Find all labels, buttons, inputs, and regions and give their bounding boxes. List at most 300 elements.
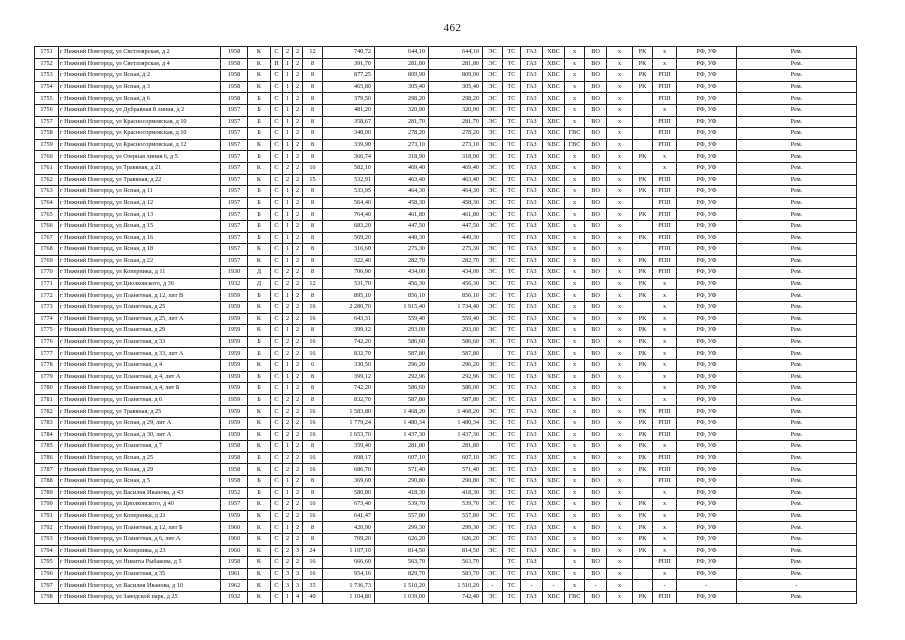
cell-repair-status: Рем. <box>737 452 857 464</box>
cell-chute: х <box>607 545 633 557</box>
cell-total-area: 832,70 <box>323 348 375 360</box>
cell-cold-water: ХВС <box>543 104 565 116</box>
cell-gas: ГАЗ <box>521 394 543 406</box>
cell-address: г Нижний Новгород, ул Василия Иванова, д 43 <box>59 487 221 499</box>
cell-row-number: 1769 <box>35 255 59 267</box>
cell-chute: х <box>607 47 633 59</box>
cell-gas: ГАЗ <box>521 383 543 395</box>
cell-hot-water: х <box>565 429 585 441</box>
cell-repair-status: Рем. <box>737 406 857 418</box>
cell-row-number: 1762 <box>35 174 59 186</box>
cell-wall-material: К <box>248 360 271 372</box>
cell-facade: - <box>677 580 737 592</box>
cell-floors-a: 1 <box>283 591 293 603</box>
cell-year-built: 1957 <box>221 499 248 511</box>
cell-living-area: 292,96 <box>375 371 429 383</box>
cell-wall-material: К <box>248 418 271 430</box>
cell-power: ЭС <box>483 93 503 105</box>
cell-total-area: 683,20 <box>323 220 375 232</box>
cell-total-area: 582,10 <box>323 162 375 174</box>
cell-floors-b: 2 <box>293 81 303 93</box>
cell-repair-status: Рем. <box>737 162 857 174</box>
cell-roof: РК <box>633 522 653 534</box>
cell-year-built: 1958 <box>221 475 248 487</box>
cell-total-area: 531,70 <box>323 278 375 290</box>
cell-elevator: РПП <box>653 255 677 267</box>
cell-heating: ТС <box>503 174 521 186</box>
cell-gas: ГАЗ <box>521 81 543 93</box>
cell-apartments: 8 <box>303 128 323 140</box>
cell-heating: ТС <box>503 360 521 372</box>
cell-power: ЭС <box>483 278 503 290</box>
cell-repair-status: Рем. <box>737 186 857 198</box>
cell-year-built: 1957 <box>221 186 248 198</box>
cell-cold-water: ХВС <box>543 93 565 105</box>
cell-sewerage: ВО <box>585 313 607 325</box>
cell-elevator: х <box>653 313 677 325</box>
cell-address: г Нижний Новгород, ул Ясная, д 18 <box>59 244 221 256</box>
cell-power: ЭС <box>483 383 503 395</box>
cell-chute: х <box>607 93 633 105</box>
cell-hot-water: х <box>565 452 585 464</box>
cell-heating: ТС <box>503 394 521 406</box>
cell-sewerage: ВО <box>585 475 607 487</box>
cell-repair-status: Рем. <box>737 441 857 453</box>
cell-year-built: 1958 <box>221 70 248 82</box>
cell-type: С <box>271 244 283 256</box>
cell-heating: ТС <box>503 487 521 499</box>
cell-floors-b: 2 <box>293 302 303 314</box>
cell-heating: ТС <box>503 209 521 221</box>
cell-repair-status: Рем. <box>737 499 857 511</box>
cell-chute: х <box>607 475 633 487</box>
cell-apartments: 16 <box>303 302 323 314</box>
cell-wall-material: К <box>248 533 271 545</box>
cell-apartments: 16 <box>303 418 323 430</box>
cell-year-built: 1957 <box>221 162 248 174</box>
cell-apartments: 8 <box>303 533 323 545</box>
cell-floors-b: 2 <box>293 162 303 174</box>
cell-facade: РФ, УФ <box>677 452 737 464</box>
cell-address: г Нижний Новгород, ул Планетная, д 25 <box>59 302 221 314</box>
cell-repair-status: Рем. <box>737 255 857 267</box>
cell-repair-status: Рем. <box>737 244 857 256</box>
table-row <box>35 406 857 418</box>
cell-power: ЭС <box>483 186 503 198</box>
cell-repair-status: Рем. <box>737 151 857 163</box>
cell-floors-b: 3 <box>293 545 303 557</box>
cell-cold-water: ХВС <box>543 255 565 267</box>
cell-cold-water: ХВС <box>543 325 565 337</box>
cell-roof <box>633 93 653 105</box>
cell-hot-water: х <box>565 209 585 221</box>
cell-floors-a: 1 <box>283 244 293 256</box>
cell-hot-water: х <box>565 290 585 302</box>
cell-elevator: РПП <box>653 139 677 151</box>
cell-row-number: 1788 <box>35 475 59 487</box>
cell-floors-a: 1 <box>283 116 293 128</box>
cell-row-number: 1798 <box>35 591 59 603</box>
cell-residential-area: 586,00 <box>429 383 483 395</box>
cell-roof: РК <box>633 47 653 59</box>
cell-heating: ТС <box>503 93 521 105</box>
cell-gas: ГАЗ <box>521 162 543 174</box>
cell-power: ЭС <box>483 591 503 603</box>
cell-apartments: 16 <box>303 499 323 511</box>
cell-power: ЭС <box>483 209 503 221</box>
cell-residential-area: 273,10 <box>429 139 483 151</box>
cell-living-area: 559,40 <box>375 313 429 325</box>
cell-floors-b: 2 <box>293 360 303 372</box>
cell-apartments: 16 <box>303 406 323 418</box>
cell-sewerage: ВО <box>585 220 607 232</box>
cell-repair-status: Рем. <box>737 429 857 441</box>
cell-roof: РК <box>633 533 653 545</box>
cell-cold-water: ХВС <box>543 360 565 372</box>
cell-cold-water: ХВС <box>543 429 565 441</box>
cell-floors-a: 2 <box>283 406 293 418</box>
table-row <box>35 128 857 140</box>
cell-year-built: 1960 <box>221 545 248 557</box>
cell-total-area: 481,20 <box>323 104 375 116</box>
cell-chute: х <box>607 162 633 174</box>
cell-roof <box>633 139 653 151</box>
cell-apartments: 8 <box>303 151 323 163</box>
cell-repair-status: Рем. <box>737 220 857 232</box>
cell-row-number: 1794 <box>35 545 59 557</box>
cell-year-built: 1959 <box>221 429 248 441</box>
cell-power: ЭС <box>483 533 503 545</box>
cell-address: г Нижний Новгород, ул Коперника, д 11 <box>59 267 221 279</box>
cell-wall-material: К <box>248 70 271 82</box>
cell-sewerage: ВО <box>585 452 607 464</box>
cell-apartments: 16 <box>303 557 323 569</box>
cell-gas: ГАЗ <box>521 533 543 545</box>
cell-living-area: 299,30 <box>375 522 429 534</box>
cell-total-area: 420,90 <box>323 522 375 534</box>
cell-apartments: 8 <box>303 139 323 151</box>
cell-roof: РК <box>633 255 653 267</box>
table-row <box>35 232 857 244</box>
cell-residential-area: 626,20 <box>429 533 483 545</box>
cell-apartments: 16 <box>303 464 323 476</box>
cell-floors-a: 1 <box>283 475 293 487</box>
cell-floors-a: 2 <box>283 418 293 430</box>
cell-type: С <box>271 545 283 557</box>
cell-floors-b: 2 <box>293 267 303 279</box>
cell-elevator: РПП <box>653 186 677 198</box>
cell-power: ЭС <box>483 452 503 464</box>
cell-apartments: 8 <box>303 383 323 395</box>
cell-apartments: 15 <box>303 174 323 186</box>
cell-address: г Нижний Новгород, ул Ясная, д 12 <box>59 197 221 209</box>
cell-cold-water: ХВС <box>543 232 565 244</box>
cell-cold-water: - <box>543 580 565 592</box>
cell-wall-material: К <box>248 568 271 580</box>
table-row <box>35 580 857 592</box>
cell-floors-b: 2 <box>293 510 303 522</box>
cell-address: г Нижний Новгород, ул Красносормовская, д 10 <box>59 116 221 128</box>
cell-year-built: 1961 <box>221 568 248 580</box>
cell-row-number: 1772 <box>35 290 59 302</box>
cell-residential-area: 418,30 <box>429 487 483 499</box>
table-row <box>35 244 857 256</box>
cell-living-area: 293,00 <box>375 325 429 337</box>
cell-apartments: 8 <box>303 58 323 70</box>
cell-total-area: 1 583,80 <box>323 406 375 418</box>
cell-hot-water: х <box>565 70 585 82</box>
cell-living-area: 282,70 <box>375 255 429 267</box>
cell-sewerage: ВО <box>585 162 607 174</box>
cell-elevator: РПП <box>653 220 677 232</box>
cell-living-area: 586,60 <box>375 336 429 348</box>
cell-chute: х <box>607 348 633 360</box>
cell-type: С <box>271 128 283 140</box>
cell-wall-material: Б <box>248 336 271 348</box>
cell-elevator: х <box>653 371 677 383</box>
cell-repair-status: Рем. <box>737 313 857 325</box>
cell-power: ЭС <box>483 244 503 256</box>
cell-gas: ГАЗ <box>521 325 543 337</box>
cell-cold-water: ХВС <box>543 162 565 174</box>
cell-address: г Нижний Новгород, ул Ясная, д 11 <box>59 186 221 198</box>
cell-facade: РФ, УФ <box>677 441 737 453</box>
register-table <box>34 46 857 604</box>
cell-elevator: РПП <box>653 452 677 464</box>
cell-facade: РФ, УФ <box>677 383 737 395</box>
cell-chute: х <box>607 313 633 325</box>
cell-wall-material: К <box>248 81 271 93</box>
cell-roof: РК <box>633 336 653 348</box>
cell-heating: ТС <box>503 545 521 557</box>
cell-apartments: 8 <box>303 104 323 116</box>
cell-row-number: 1760 <box>35 151 59 163</box>
cell-gas: ГАЗ <box>521 418 543 430</box>
cell-sewerage: ВО <box>585 533 607 545</box>
cell-elevator: х <box>653 510 677 522</box>
cell-address: г Нижний Новгород, ул Светлоярская, д 2 <box>59 47 221 59</box>
cell-roof: РК <box>633 278 653 290</box>
cell-living-area: 856,10 <box>375 290 429 302</box>
cell-heating: ТС <box>503 452 521 464</box>
cell-roof: РК <box>633 418 653 430</box>
cell-address: г Нижний Новгород, ул Планетная, д 7 <box>59 441 221 453</box>
cell-wall-material: К <box>248 510 271 522</box>
cell-power: ЭС <box>483 325 503 337</box>
cell-year-built: 1957 <box>221 139 248 151</box>
cell-power: ЭС <box>483 510 503 522</box>
cell-facade: РФ, УФ <box>677 47 737 59</box>
cell-hot-water: х <box>565 325 585 337</box>
cell-sewerage: ВО <box>585 267 607 279</box>
cell-row-number: 1789 <box>35 487 59 499</box>
cell-gas: ГАЗ <box>521 313 543 325</box>
table-row <box>35 139 857 151</box>
cell-chute: х <box>607 394 633 406</box>
cell-power: ЭС <box>483 336 503 348</box>
cell-gas: ГАЗ <box>521 522 543 534</box>
cell-type: С <box>271 174 283 186</box>
cell-address: г Нижний Новгород, ул Василия Иванова, д 10 <box>59 580 221 592</box>
cell-gas: ГАЗ <box>521 220 543 232</box>
cell-wall-material: Д <box>248 278 271 290</box>
cell-hot-water: х <box>565 464 585 476</box>
cell-repair-status: Рем. <box>737 104 857 116</box>
cell-sewerage: ВО <box>585 545 607 557</box>
cell-type: С <box>271 290 283 302</box>
cell-wall-material: К <box>248 302 271 314</box>
cell-chute: х <box>607 197 633 209</box>
cell-power <box>483 441 503 453</box>
cell-residential-area: 583,70 <box>429 568 483 580</box>
cell-row-number: 1755 <box>35 93 59 105</box>
table-row <box>35 302 857 314</box>
cell-repair-status: Рем. <box>737 267 857 279</box>
cell-residential-area: 282,70 <box>429 255 483 267</box>
cell-repair-status: Рем. <box>737 568 857 580</box>
cell-hot-water: х <box>565 116 585 128</box>
cell-address: г Нижний Новгород, ул Планетная, д 29 <box>59 325 221 337</box>
cell-chute: х <box>607 418 633 430</box>
cell-floors-a: 1 <box>283 139 293 151</box>
cell-gas: ГАЗ <box>521 464 543 476</box>
cell-type: С <box>271 464 283 476</box>
cell-roof <box>633 371 653 383</box>
cell-floors-b: 2 <box>293 499 303 511</box>
cell-facade: РФ, УФ <box>677 348 737 360</box>
cell-chute: х <box>607 383 633 395</box>
cell-wall-material: К <box>248 499 271 511</box>
cell-hot-water: х <box>565 81 585 93</box>
cell-power: ЭС <box>483 116 503 128</box>
cell-residential-area: 1 480,34 <box>429 418 483 430</box>
cell-power: - <box>483 580 503 592</box>
cell-sewerage: ВО <box>585 568 607 580</box>
cell-chute: х <box>607 499 633 511</box>
cell-address: г Нижний Новгород, ул Ясная, д 15 <box>59 220 221 232</box>
cell-total-area: 706,90 <box>323 267 375 279</box>
cell-elevator: РПП <box>653 197 677 209</box>
cell-cold-water: ХВС <box>543 418 565 430</box>
cell-roof <box>633 475 653 487</box>
cell-facade: РФ, УФ <box>677 302 737 314</box>
table-row <box>35 197 857 209</box>
cell-floors-a: 1 <box>283 151 293 163</box>
cell-cold-water: ХВС <box>543 116 565 128</box>
cell-row-number: 1764 <box>35 197 59 209</box>
cell-sewerage: ВО <box>585 406 607 418</box>
cell-hot-water: х <box>565 510 585 522</box>
cell-cold-water: ХВС <box>543 128 565 140</box>
cell-cold-water: ХВС <box>543 47 565 59</box>
cell-chute: х <box>607 58 633 70</box>
cell-cold-water: ХВС <box>543 336 565 348</box>
table-row <box>35 464 857 476</box>
cell-address: г Нижний Новгород, ул Планетная, д 25, лит А <box>59 313 221 325</box>
cell-residential-area: 434,00 <box>429 267 483 279</box>
table-row <box>35 394 857 406</box>
cell-repair-status: Рем. <box>737 336 857 348</box>
cell-power: ЭС <box>483 313 503 325</box>
cell-power: ЭС <box>483 70 503 82</box>
cell-hot-water: х <box>565 371 585 383</box>
cell-residential-area: 571,40 <box>429 464 483 476</box>
cell-gas: ГАЗ <box>521 336 543 348</box>
cell-floors-a: 3 <box>283 568 293 580</box>
cell-total-area: 1 736,73 <box>323 580 375 592</box>
cell-chute: х <box>607 487 633 499</box>
cell-type: С <box>271 93 283 105</box>
cell-living-area: 320,90 <box>375 104 429 116</box>
cell-hot-water: х <box>565 267 585 279</box>
table-row <box>35 93 857 105</box>
cell-type: С <box>271 429 283 441</box>
cell-address: г Нижний Новгород, ул Планетная, д 33, лит А <box>59 348 221 360</box>
cell-floors-a: 1 <box>283 104 293 116</box>
cell-floors-a: 2 <box>283 545 293 557</box>
cell-wall-material: К <box>248 47 271 59</box>
cell-residential-area: 299,30 <box>429 522 483 534</box>
cell-heating: ТС <box>503 568 521 580</box>
cell-chute: х <box>607 591 633 603</box>
table-row <box>35 429 857 441</box>
cell-gas: ГАЗ <box>521 244 543 256</box>
cell-roof: РК <box>633 209 653 221</box>
cell-repair-status: Рем. <box>737 128 857 140</box>
cell-gas: ГАЗ <box>521 47 543 59</box>
cell-facade: РФ, УФ <box>677 429 737 441</box>
cell-facade: РФ, УФ <box>677 116 737 128</box>
cell-row-number: 1753 <box>35 70 59 82</box>
cell-power: ЭС <box>483 487 503 499</box>
cell-repair-status: Рем. <box>737 93 857 105</box>
table-row <box>35 487 857 499</box>
cell-address: г Нижний Новгород, ул Ясная, д 2 <box>59 70 221 82</box>
cell-floors-b: 2 <box>293 522 303 534</box>
cell-address: г Нижний Новгород, ул Озерная линия 6, д 5 <box>59 151 221 163</box>
cell-sewerage: ВО <box>585 81 607 93</box>
cell-roof <box>633 244 653 256</box>
cell-roof: РК <box>633 70 653 82</box>
cell-elevator: х <box>653 533 677 545</box>
cell-living-area: 318,90 <box>375 151 429 163</box>
cell-floors-b: 2 <box>293 70 303 82</box>
cell-facade: РФ, УФ <box>677 371 737 383</box>
cell-living-area: 626,20 <box>375 533 429 545</box>
cell-floors-a: 2 <box>283 429 293 441</box>
cell-repair-status: Рем. <box>737 383 857 395</box>
cell-gas: ГАЗ <box>521 70 543 82</box>
cell-heating: ТС <box>503 522 521 534</box>
cell-apartments: 6 <box>303 360 323 372</box>
cell-sewerage: ВО <box>585 70 607 82</box>
cell-apartments: 8 <box>303 232 323 244</box>
cell-elevator: х <box>653 151 677 163</box>
cell-roof: РК <box>633 591 653 603</box>
cell-residential-area: 742,40 <box>429 591 483 603</box>
cell-hot-water: ГВС <box>565 139 585 151</box>
cell-type: С <box>271 452 283 464</box>
cell-year-built: 1958 <box>221 464 248 476</box>
cell-roof: РК <box>633 452 653 464</box>
cell-roof: РК <box>633 58 653 70</box>
cell-residential-area: 856,10 <box>429 290 483 302</box>
cell-gas: ГАЗ <box>521 406 543 418</box>
table-row <box>35 255 857 267</box>
table-row <box>35 591 857 603</box>
cell-row-number: 1768 <box>35 244 59 256</box>
cell-heating: ТС <box>503 499 521 511</box>
